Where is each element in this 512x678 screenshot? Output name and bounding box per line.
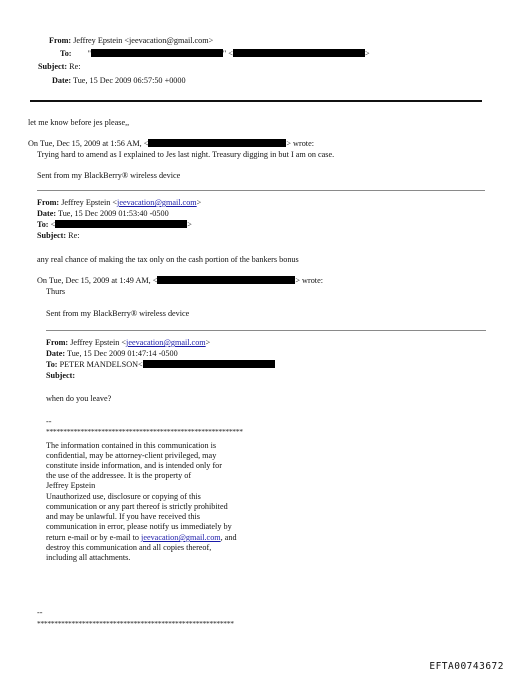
msg2-from-name: Jeffrey Epstein < bbox=[61, 198, 118, 207]
msg3-to-value: PETER MANDELSON< bbox=[59, 360, 143, 369]
header-to-prefix: " bbox=[87, 49, 91, 58]
disclaimer-line: Jeffrey Epstein bbox=[46, 481, 96, 490]
quote1-text: Trying hard to amend as I explained to Jes last night. Treasury digging in but I am on case. bbox=[37, 150, 335, 159]
disclaimer-line: confidential, may be attorney-client privileged, may bbox=[46, 451, 217, 460]
header-to-suffix: > bbox=[364, 49, 370, 58]
quote1-signature: Sent from my BlackBerry® wireless device bbox=[37, 171, 181, 180]
msg2-to-open: < bbox=[50, 220, 56, 229]
msg2-from-close: > bbox=[196, 198, 202, 207]
disclaimer-line: Unauthorized use, disclosure or copying of this bbox=[46, 492, 201, 501]
disclaimer-return-line bbox=[46, 533, 237, 543]
quote2-intro-prefix: On Tue, Dec 15, 2009 at 1:49 AM, < bbox=[37, 276, 158, 285]
disclaimer-line: destroy this communication and all copies thereof, bbox=[46, 543, 212, 552]
msg3-subject bbox=[46, 371, 75, 381]
msg2-date bbox=[37, 209, 169, 219]
msg2-body: any real chance of making the tax only on the cash portion of the bankers bonus bbox=[37, 255, 299, 264]
body-line: let me know before jes please,, bbox=[28, 118, 130, 127]
disclaimer-line: constitute inside information, and is intended only for bbox=[46, 461, 222, 470]
redaction-block bbox=[91, 49, 223, 57]
quote1-intro bbox=[28, 139, 314, 149]
msg3-to-label: To: bbox=[46, 360, 58, 369]
header-date-label: Date: bbox=[52, 76, 72, 85]
redaction-block bbox=[55, 220, 187, 228]
msg2-from-label: From: bbox=[37, 198, 60, 207]
header-from-label: From: bbox=[49, 36, 72, 45]
quote2-signature: Sent from my BlackBerry® wireless device bbox=[46, 309, 190, 318]
msg2-to-label: To: bbox=[37, 220, 49, 229]
header-subject-label: Subject: bbox=[38, 62, 68, 71]
disclaimer-email-link[interactable]: jeevacation@gmail.com bbox=[141, 533, 221, 542]
msg3-date-value: Tue, 15 Dec 2009 01:47:14 -0500 bbox=[67, 349, 178, 358]
quote-divider bbox=[37, 190, 485, 191]
disclaimer-line: communication or any part thereof is strictly prohibited bbox=[46, 502, 228, 511]
msg2-date-value: Tue, 15 Dec 2009 01:53:40 -0500 bbox=[58, 209, 169, 218]
header-from-value: Jeffrey Epstein <jeevacation@gmail.com> bbox=[73, 36, 214, 45]
disclaimer-line: The information contained in this communication is bbox=[46, 441, 217, 450]
header-to-mid: " < bbox=[222, 49, 233, 58]
header-to-label: To: bbox=[60, 49, 72, 58]
closing-dashes: -- bbox=[37, 608, 43, 617]
msg3-date bbox=[46, 349, 178, 359]
msg3-email-link[interactable]: jeevacation@gmail.com bbox=[126, 338, 206, 347]
header-subject-value: Re: bbox=[69, 62, 81, 71]
msg3-from-name: Jeffrey Epstein < bbox=[70, 338, 127, 347]
header-date bbox=[52, 76, 186, 86]
quote2-text: Thurs bbox=[46, 287, 66, 296]
quote2-intro-suffix: > wrote: bbox=[295, 276, 323, 285]
quote2-intro bbox=[37, 276, 323, 286]
header-to bbox=[60, 49, 370, 59]
msg2-from bbox=[37, 198, 201, 208]
msg2-to-close: > bbox=[187, 220, 192, 229]
redaction-block bbox=[148, 139, 286, 147]
msg3-from bbox=[46, 338, 210, 348]
disclaimer-line: including all attachments. bbox=[46, 553, 131, 562]
document-id: EFTA00743672 bbox=[429, 661, 504, 672]
msg2-date-label: Date: bbox=[37, 209, 57, 218]
msg3-subject-label: Subject: bbox=[46, 371, 76, 380]
disclaimer-line: communication in error, please notify us immediately by bbox=[46, 522, 232, 531]
disclaimer-line: and may be unlawful. If you have received this bbox=[46, 512, 200, 521]
header-date-value: Tue, 15 Dec 2009 06:57:50 +0000 bbox=[73, 76, 186, 85]
redaction-block bbox=[233, 49, 365, 57]
redaction-block bbox=[157, 276, 295, 284]
header-from bbox=[49, 36, 213, 46]
msg2-email-link[interactable]: jeevacation@gmail.com bbox=[117, 198, 197, 207]
header-divider bbox=[30, 100, 482, 102]
redaction-block bbox=[143, 360, 275, 368]
msg2-subject-value: Re: bbox=[68, 231, 80, 240]
disclaimer-line: the use of the addressee. It is the property of bbox=[46, 471, 192, 480]
msg3-from-close: > bbox=[205, 338, 211, 347]
msg3-to bbox=[46, 360, 275, 370]
msg2-subject-label: Subject: bbox=[37, 231, 67, 240]
msg2-subject bbox=[37, 231, 80, 241]
quote-divider bbox=[46, 330, 486, 331]
disclaimer-dashes: -- bbox=[46, 417, 52, 426]
msg3-from-label: From: bbox=[46, 338, 69, 347]
msg3-body: when do you leave? bbox=[46, 394, 112, 403]
header-subject bbox=[38, 62, 81, 72]
disclaimer-return-suffix: , and bbox=[220, 533, 237, 542]
disclaimer-return-prefix: return e-mail or by e-mail to bbox=[46, 533, 142, 542]
disclaimer-stars: ********************************************************* bbox=[46, 427, 243, 436]
msg2-to bbox=[37, 220, 192, 230]
quote1-intro-suffix: > wrote: bbox=[286, 139, 314, 148]
closing-stars: ********************************************************* bbox=[37, 619, 234, 628]
quote1-intro-prefix: On Tue, Dec 15, 2009 at 1:56 AM, < bbox=[28, 139, 149, 148]
msg3-date-label: Date: bbox=[46, 349, 66, 358]
